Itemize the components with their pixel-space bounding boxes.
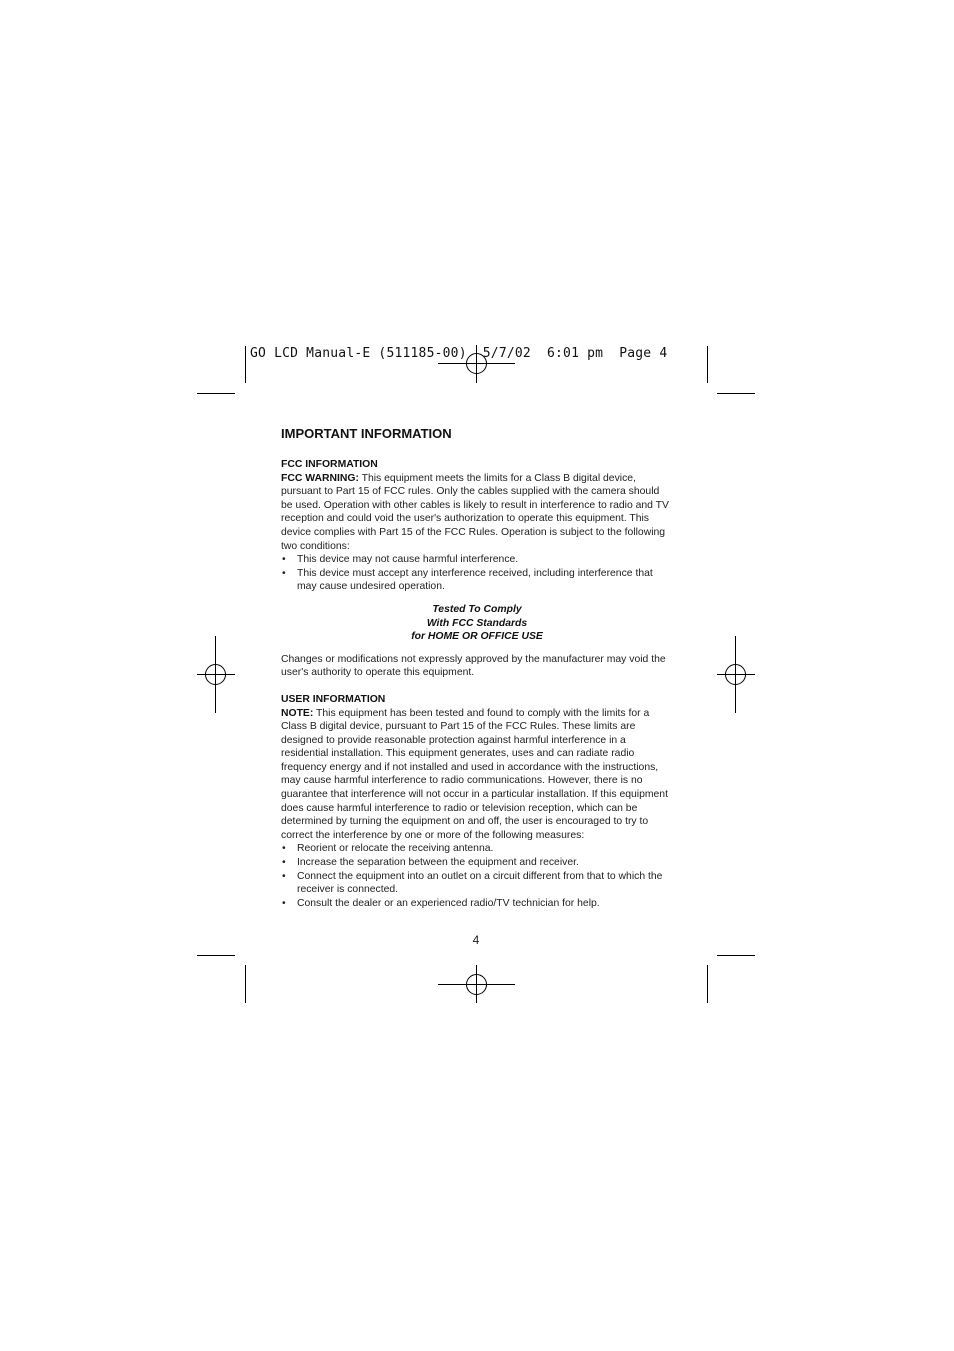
registration-mark-left-icon — [197, 636, 235, 713]
note-label: NOTE: — [281, 707, 314, 719]
crop-mark-top-left-horizontal — [197, 393, 235, 394]
fcc-heading: FCC INFORMATION — [281, 459, 378, 470]
crop-mark-top-right-vertical — [707, 346, 708, 383]
changes-paragraph: Changes or modifications not expressly approved by the manufacturer may void the user's authority to operate this equipment. — [281, 653, 666, 679]
note-text: This equipment has been tested and found to comply with the limits for a Class B digital device, pursuant to Part 15 of the FCC Rules. These limits are designed to provide reasonable protection against harmful interference in a residential installation. This equipment generates, uses and can radiate radio frequency energy and if not installed and used in accordance with the instructions, may cause harmful interference to radio communications. However, there is no guarantee that interference will not occur in a particular installation. If this equipment does cause harmful interference to radio or television reception, which can be determined by turning the equipment on and off, the user is encouraged to try to correct the interference by one or more of the following measures: — [281, 707, 668, 841]
list-item: • Reorient or relocate the receiving antenna. — [281, 842, 673, 856]
crop-mark-top-left-vertical — [245, 346, 246, 383]
page-title: IMPORTANT INFORMATION — [281, 426, 452, 441]
fcc-warning-text: This equipment meets the limits for a Class B digital device, pursuant to Part 15 of FCC rules. Only the cables supplied with the camera should be used. Operation with other cables is likely to result in interference to radio and TV reception and could void the user's authorization to operate this equipment. This device complies with Part 15 of the FCC Rules. Operation is subject to the following two conditions: — [281, 472, 669, 552]
list-item: • Connect the equipment into an outlet on a circuit different from that to which the receiver is connected. — [281, 870, 673, 897]
fcc-warning-label: FCC WARNING: — [281, 472, 359, 484]
user-measures-list — [281, 842, 673, 910]
crop-mark-bottom-left-horizontal — [197, 955, 235, 956]
crop-mark-bottom-left-vertical — [245, 965, 246, 1003]
list-item: • Consult the dealer or an experienced radio/TV technician for help. — [281, 897, 673, 911]
tested-line: Tested To Comply — [432, 603, 522, 615]
tested-line: for HOME OR OFFICE USE — [411, 631, 543, 643]
user-heading: USER INFORMATION — [281, 693, 386, 705]
list-item: • Increase the separation between the equipment and receiver. — [281, 856, 673, 870]
fcc-warning-paragraph — [281, 472, 673, 554]
tested-to-comply-block — [281, 603, 673, 644]
user-note-paragraph — [281, 707, 673, 843]
page-content — [281, 426, 673, 910]
list-item: • This device may not cause harmful interference. — [281, 553, 673, 567]
registration-mark-bottom-icon — [438, 965, 515, 1003]
crop-mark-top-right-horizontal — [717, 393, 755, 394]
fcc-conditions-list — [281, 553, 673, 594]
crop-mark-bottom-right-horizontal — [717, 955, 755, 956]
crop-mark-bottom-right-vertical — [707, 965, 708, 1003]
page-number: 4 — [472, 933, 480, 947]
tested-line: With FCC Standards — [426, 617, 528, 629]
list-item: • This device must accept any interference received, including interference that may cause undesired operation. — [281, 567, 673, 594]
registration-mark-right-icon — [717, 636, 755, 713]
printer-slug: GO LCD Manual-E (511185-00) 5/7/02 6:01 pm Page 4 — [250, 346, 668, 361]
